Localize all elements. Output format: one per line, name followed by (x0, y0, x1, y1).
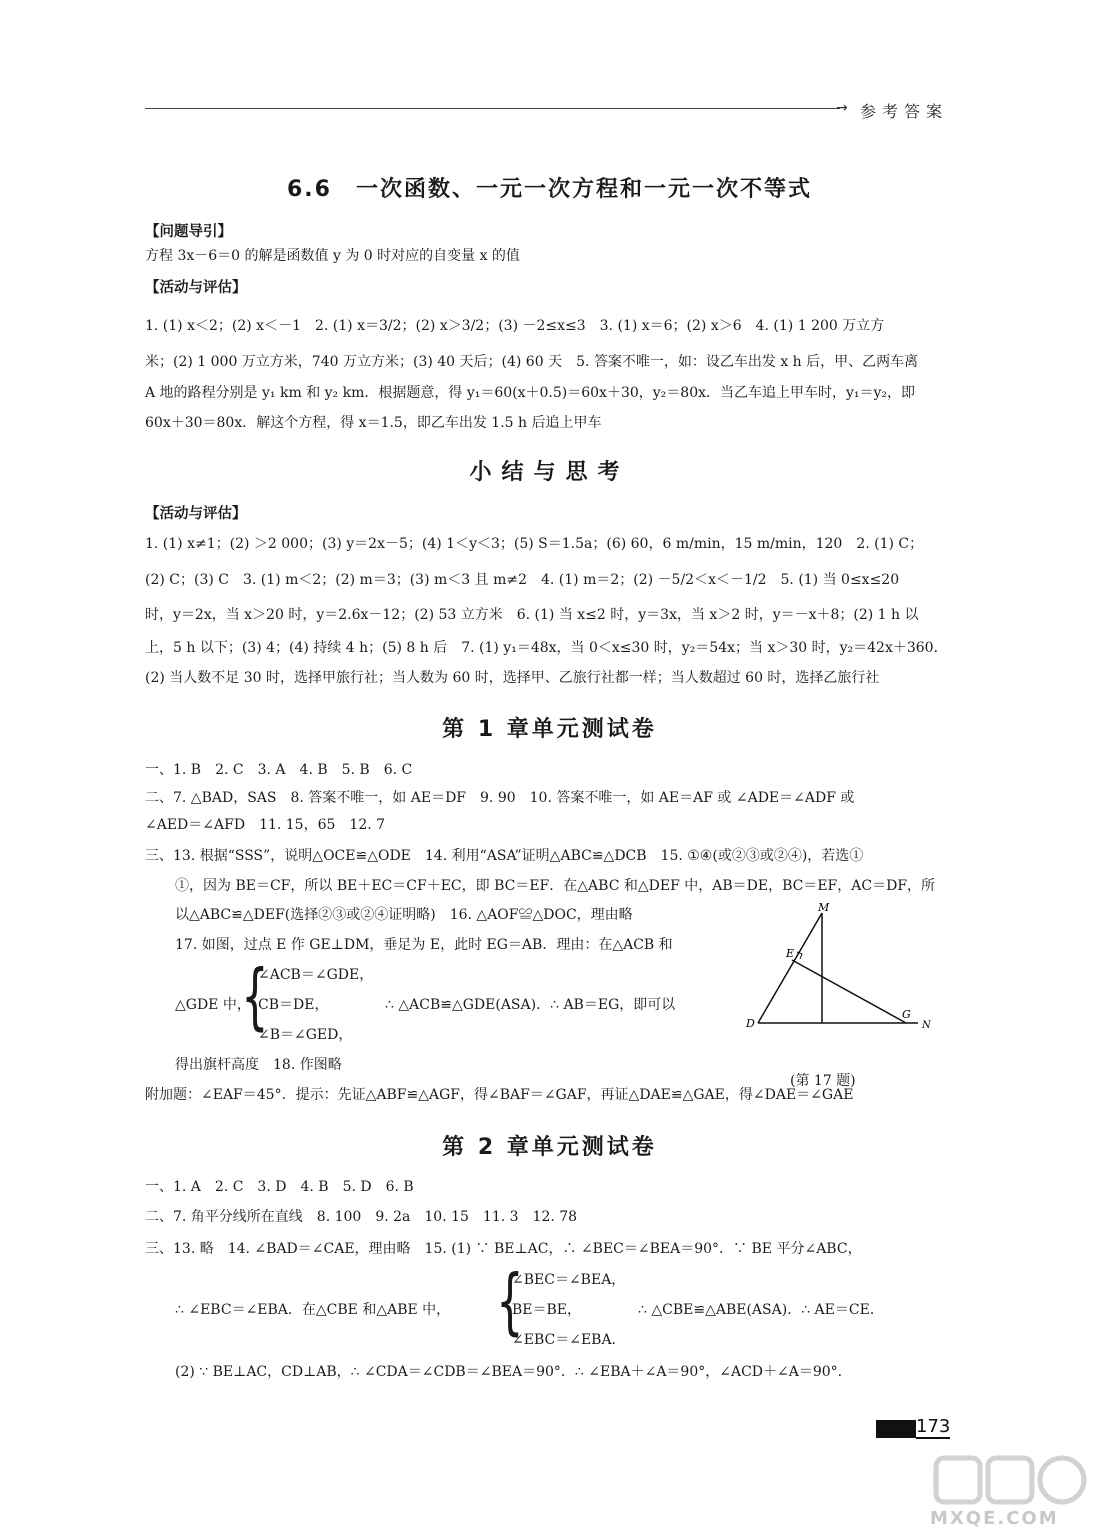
label-g: G (902, 1008, 911, 1021)
header-rule (145, 108, 840, 109)
section-label-activity: 【活动与评估】 (145, 506, 247, 522)
system-conclusion: ∴ △CBE≌△ABE(ASA)．∴ AE＝CE． (638, 1302, 884, 1318)
header-label: 参考答案 (860, 102, 949, 121)
section-label-guide: 【问题导引】 (145, 224, 232, 240)
page-number: 173 (916, 1416, 951, 1437)
label-d: D (746, 1017, 755, 1030)
answer-line: 二、7. 角平分线所在直线 8. 100 9. 2a 10. 15 11. 3 12. 78 (145, 1209, 578, 1225)
system-eq-2: BE＝BE， (512, 1302, 582, 1318)
answer-line: A 地的路程分别是 y₁ km 和 y₂ km．根据题意，得 y₁＝60(x＋0.5)＝60x＋30，y₂＝80x．当乙车追上甲车时，y₁＝y₂，即 (145, 385, 916, 401)
system-eq-3: ∠B＝∠GED， (258, 1027, 353, 1043)
line-dm (758, 913, 822, 1023)
section-title-summary: 小结与思考 (469, 460, 630, 485)
section-title-6-6: 6.6 一次函数、一元一次方程和一元一次不等式 (287, 177, 812, 202)
label-n: N (922, 1020, 931, 1031)
answer-line: ∠AED＝∠AFD 11. 15，65 12. 7 (145, 817, 386, 833)
answer-line: 三、13. 略 14. ∠BAD＝∠CAE，理由略 15. (1) ∵ BE⊥AC，∴ ∠BEC＝∠BEA＝90°．∵ BE 平分∠ABC， (145, 1241, 862, 1257)
page-number-bar (876, 1420, 916, 1438)
answer-line: 二、7. △BAD，SAS 8. 答案不唯一，如 AE＝DF 9. 90 10. 答案不唯一，如 AE＝AF 或 ∠ADE＝∠ADF 或 (145, 790, 855, 806)
brace-icon: { (241, 954, 269, 1038)
section-title-ch2: 第 2 章单元测试卷 (442, 1135, 657, 1160)
system-label: △GDE 中， (175, 997, 251, 1013)
answer-line: 17. 如图，过点 E 作 GE⊥DM，垂足为 E，此时 EG＝AB．理由：在△ACB 和 (175, 937, 673, 953)
system-eq-3: ∠EBC＝∠EBA． (512, 1332, 626, 1348)
system-eq-2: CB＝DE， (258, 997, 329, 1013)
label-m: M (818, 901, 830, 914)
answer-line: 一、1. A 2. C 3. D 4. B 5. D 6. B (145, 1179, 414, 1195)
guide-text: 方程 3x－6＝0 的解是函数值 y 为 0 时对应的自变量 x 的值 (145, 248, 520, 264)
arrow-right-icon: → (836, 100, 848, 116)
label-e: E (786, 947, 795, 960)
answer-line: 1. (1) x＜2；(2) x＜－1 2. (1) x＝3/2；(2) x＞3/2；(3) －2≤x≤3 3. (1) x＝6；(2) x＞6 4. (1) 1 200 万立方 (145, 318, 885, 334)
system-label: ∴ ∠EBC＝∠EBA．在△CBE 和△ABE 中， (175, 1302, 451, 1318)
answer-line: 得出旗杆高度 18. 作图略 (175, 1057, 342, 1073)
extra-question: 附加题：∠EAF＝45°．提示：先证△ABF≌△AGF，得∠BAF＝∠GAF，再证△DAE≌△GAE，得∠DAE＝∠GAE (145, 1087, 854, 1103)
answer-line: (2) ∵ BE⊥AC，CD⊥AB，∴ ∠CDA＝∠CDB＝∠BEA＝90°．∴ ∠EBA＋∠A＝90°，∠ACD＋∠A＝90°． (175, 1364, 852, 1380)
answer-line: 时，y＝2x，当 x＞20 时，y＝2.6x－12；(2) 53 立方米 6. (1) 当 x≤2 时，y＝3x，当 x＞2 时，y＝－x＋8；(2) 1 h 以 (145, 607, 919, 623)
system-conclusion: ∴ △ACB≌△GDE(ASA)．∴ AB＝EG，即可以 (385, 997, 676, 1013)
answer-line: 三、13. 根据“SSS”，说明△OCE≌△ODE 14. 利用“ASA”证明△ABC≌△DCB 15. ①④(或②③或②④)，若选① (145, 848, 864, 864)
watermark-text: MXQE.COM (930, 1508, 1059, 1529)
section-title-ch1: 第 1 章单元测试卷 (442, 717, 657, 742)
section-label-activity: 【活动与评估】 (145, 280, 247, 296)
answer-line: (2) 当人数不足 30 时，选择甲旅行社；当人数为 60 时，选择甲、乙旅行社都一样；当人数超过 60 时，选择乙旅行社 (145, 670, 880, 686)
answer-line: 60x＋30＝80x．解这个方程，得 x＝1.5，即乙车出发 1.5 h 后追上甲车 (145, 415, 602, 431)
answer-line: ①，因为 BE＝CF，所以 BE＋EC＝CF＋EC，即 BC＝EF．在△ABC 和△DEF 中，AB＝DE，BC＝EF，AC＝DF，所 (175, 878, 936, 894)
answer-line: 上，5 h 以下；(3) 4；(4) 持续 4 h；(5) 8 h 后 7. (1) y₁＝48x，当 0＜x≤30 时，y₂＝54x；当 x＞30 时，y₂＝42x＋360． (145, 640, 948, 656)
answer-line: (2) C；(3) C 3. (1) m＜2；(2) m＝3；(3) m＜3 且 m≠2 4. (1) m＝2；(2) －5/2＜x＜－1/2 5. (1) 当 0≤x≤20 (145, 572, 900, 588)
answer-line: 一、1. B 2. C 3. A 4. B 5. B 6. C (145, 762, 413, 778)
system-eq-1: ∠BEC＝∠BEA， (512, 1272, 626, 1288)
figure-caption: (第 17 题) (790, 1073, 856, 1089)
system-eq-1: ∠ACB＝∠GDE， (258, 967, 374, 983)
answer-line: 米；(2) 1 000 万立方米，740 万立方米；(3) 40 天后；(4) 60 天 5. 答案不唯一，如：设乙车出发 x h 后，甲、乙两车离 (145, 354, 919, 370)
figure-17-diagram (740, 900, 940, 1090)
brace-icon: { (496, 1259, 524, 1343)
answer-line: 1. (1) x≠1；(2) ＞2 000；(3) y＝2x－5；(4) 1＜y＜3；(5) S＝1.5a；(6) 60，6 m/min，15 m/min，120 2. (1) C； (145, 536, 924, 552)
line-eg (792, 960, 906, 1023)
answer-line: 以△ABC≌△DEF(选择②③或②④证明略) 16. △AOF≌△DOC，理由略 (175, 907, 633, 923)
